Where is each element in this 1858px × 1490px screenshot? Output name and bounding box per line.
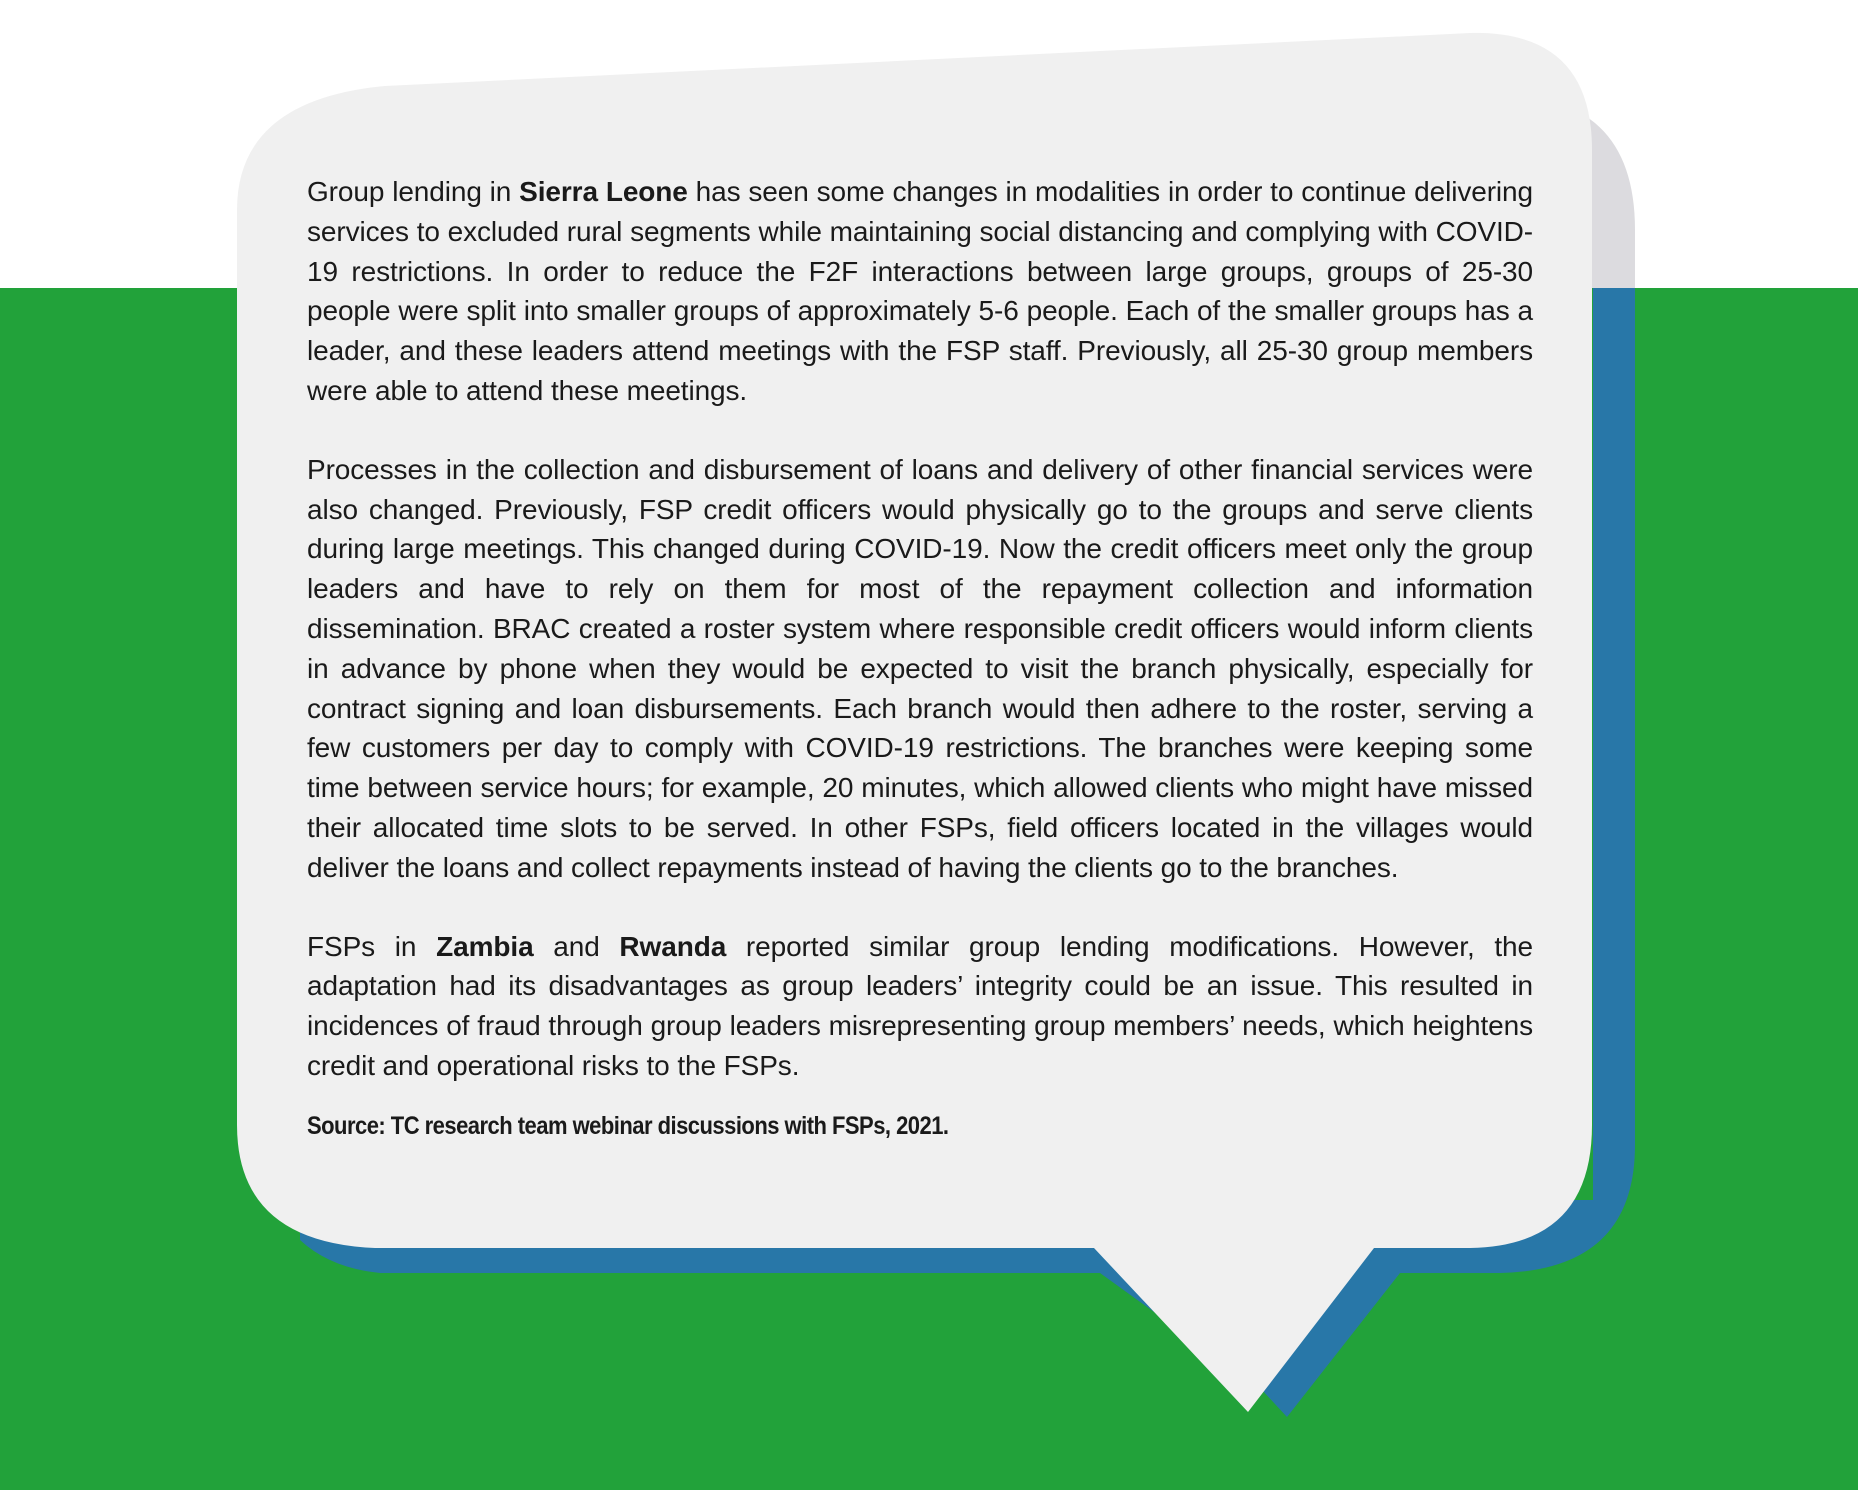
paragraph-sierra-leone xyxy=(307,172,1533,411)
paragraph1-text-start: Group lending in xyxy=(307,176,520,207)
paragraph3-text-rest: reported similar group lending modifications. However, the adaptation had its disadvantages as group leaders’ integrity could be an issue. This resulted in incidences of fraud through group leaders misrepresenting group members’ needs, which heightens credit and operational risks to the FSPs. xyxy=(307,930,1533,1081)
paragraph3-text-and: and xyxy=(533,930,620,962)
country-rwanda: Rwanda xyxy=(619,930,727,962)
country-zambia: Zambia xyxy=(436,930,534,962)
source-note: Source: TC research team webinar discussions with FSPs, 2021. xyxy=(307,1111,949,1140)
paragraph-processes: Processes in the collection and disbursement of loans and delivery of other financial services were also changed. Previously, FSP credit officers would physically go to the groups and serve clients during large meetings. This changed during COVID-19. Now the credit officers meet only the group leaders and have to rely on them for most of the repayment collection and information dissemination. BRAC created a roster system where responsible credit officers would inform clients in advance by phone when they would be expected to visit the branch physically, especially for contract signing and loan disbursements. Each branch would then adhere to the roster, serving a few customers per day to comply with COVID-19 restrictions. The branches were keeping some time between service hours; for example, 20 minutes, which allowed clients who might have missed their allocated time slots to be served. In other FSPs, field officers located in the villages would deliver the loans and collect repayments instead of having the clients go to the branches. xyxy=(307,453,1533,883)
country-sierra-leone: Sierra Leone xyxy=(519,176,688,207)
bubble-text-content xyxy=(307,172,1533,1143)
paragraph1-text-rest: has seen some changes in modalities in order to continue delivering services to excluded rural segments while maintaining social distancing and complying with COVID-19 restrictions. In order to reduce the F2F interactions between large groups, groups of 25-30 people were split into smaller groups of approximately 5-6 people. Each of the smaller groups has a leader, and these leaders attend meetings with the FSP staff. Previously, all 25-30 group members were able to attend these meetings. xyxy=(307,176,1533,406)
paragraph3-text-start: FSPs in xyxy=(307,930,437,962)
paragraph-zambia-rwanda xyxy=(307,927,1533,1086)
